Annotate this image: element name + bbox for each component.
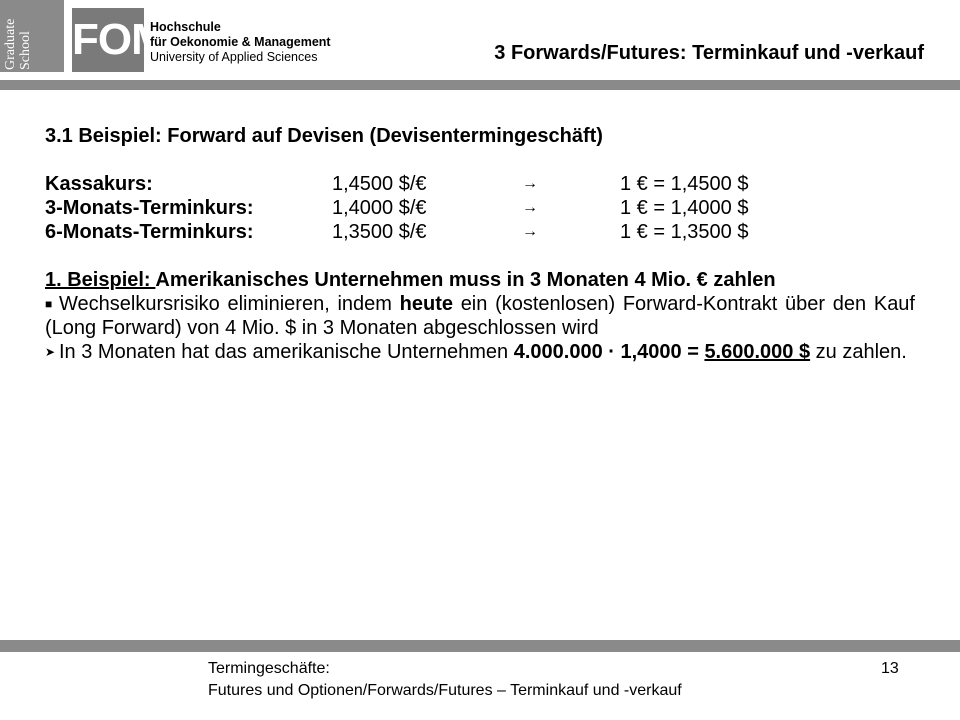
rate-label: 3-Monats-Terminkurs: xyxy=(45,197,254,219)
rate-value: 1,3500 $/€ xyxy=(332,221,427,243)
rate-label: Kassakurs: xyxy=(45,173,153,195)
slide-content xyxy=(45,124,915,364)
bullet-hedge: ■ Wechselkursrisiko eliminieren, indem heute ein (kostenlosen) Forward-Kontrakt über den Kauf (Long Forward) von 4 Mio. $ in 3 Monaten abgeschlossen wird xyxy=(45,293,915,339)
rate-value: 1,4500 $/€ xyxy=(332,173,427,195)
result-amount: 5.600.000 $ xyxy=(704,341,811,363)
example-text: Amerikanisches Unternehmen muss in 3 Monaten 4 Mio. € zahlen xyxy=(155,269,776,291)
slide-title: 3 Forwards/Futures: Terminkauf und -verkauf xyxy=(494,42,924,64)
section-subtitle: 3.1 Beispiel: Forward auf Devisen (Devisentermingeschäft) xyxy=(45,125,603,147)
graduate-school-badge xyxy=(0,0,64,72)
right-arrow-icon: → xyxy=(522,199,538,216)
rate-row-6m xyxy=(45,220,915,244)
graduate-school-label: Graduate School xyxy=(3,18,33,70)
rate-equation: 1 € = 1,4500 $ xyxy=(620,173,749,195)
rate-value: 1,4000 $/€ xyxy=(332,197,427,219)
header-divider xyxy=(0,80,960,90)
rate-row-3m xyxy=(45,196,915,220)
footer-text: Termingeschäfte: Futures und Optionen/Forwards/Futures – Terminkauf und -verkauf xyxy=(208,660,682,699)
institution-name: Hochschule für Oekonomie & Management University of Applied Sciences xyxy=(150,20,331,64)
right-arrow-icon: → xyxy=(522,223,538,240)
example-heading xyxy=(45,268,915,292)
bullet-result: ➤ In 3 Monaten hat das amerikanische Unternehmen 4.000.000 · 1,4000 = 5.600.000 $ zu zahlen. xyxy=(45,341,907,363)
arrowhead-bullet-icon: ➤ xyxy=(45,345,56,359)
example-number: 1. Beispiel: xyxy=(45,269,156,291)
right-arrow-icon: → xyxy=(522,175,538,192)
rate-equation: 1 € = 1,3500 $ xyxy=(620,221,749,243)
square-bullet-icon: ■ xyxy=(45,297,53,311)
footer-divider xyxy=(0,640,960,652)
fom-logo: FOM xyxy=(72,8,144,72)
rate-equation: 1 € = 1,4000 $ xyxy=(620,197,749,219)
rate-row-spot xyxy=(45,172,915,196)
rate-label: 6-Monats-Terminkurs: xyxy=(45,221,254,243)
page-number: 13 xyxy=(881,660,899,677)
